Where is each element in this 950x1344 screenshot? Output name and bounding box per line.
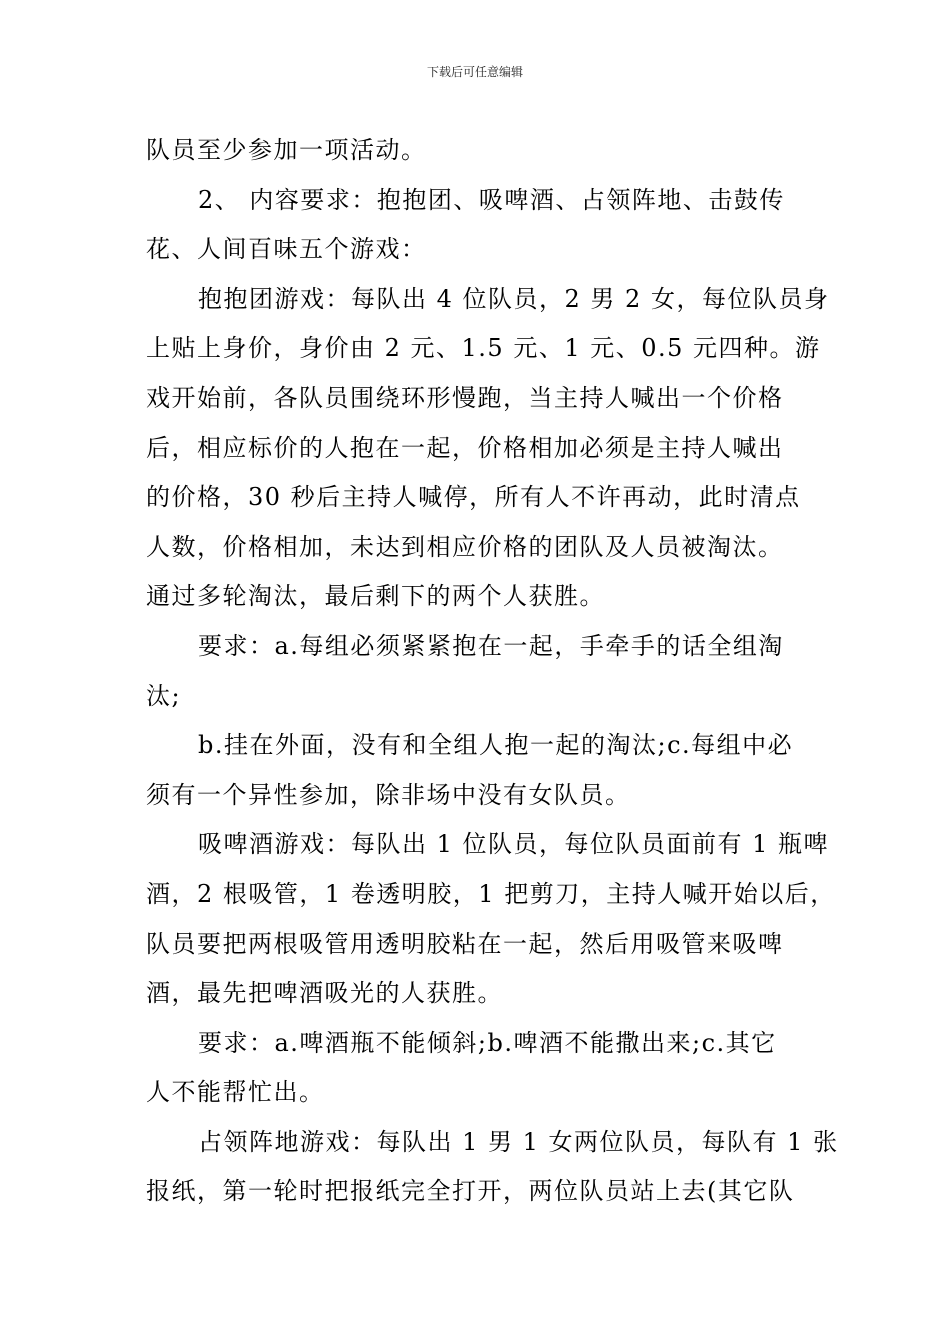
- text-line: b.挂在外面，没有和全组人抱一起的淘汰;c.每组中必: [198, 731, 794, 760]
- text-line: 吸啤酒游戏：每队出 1 位队员，每位队员面前有 1 瓶啤: [198, 830, 830, 859]
- text-line: 须有一个异性参加，除非场中没有女队员。: [146, 780, 631, 809]
- text-line: 占领阵地游戏：每队出 1 男 1 女两位队员，每队有 1 张: [198, 1127, 839, 1156]
- text-line: 通过多轮淘汰，最后剩下的两个人获胜。: [146, 582, 605, 611]
- text-line: 抱抱团游戏：每队出 4 位队员，2 男 2 女，每位队员身: [198, 284, 830, 313]
- text-line: 的价格，30 秒后主持人喊停，所有人不许再动，此时清点: [146, 483, 801, 512]
- text-line: 要求：a.每组必须紧紧抱在一起，手牵手的话全组淘: [198, 631, 784, 660]
- text-line: 汰;: [146, 681, 182, 710]
- text-line: 花、人间百味五个游戏：: [146, 235, 427, 264]
- page-header: 下载后可任意编辑: [426, 65, 523, 79]
- text-line: 要求：a.啤酒瓶不能倾斜;b.啤酒不能撒出来;c.其它: [198, 1028, 777, 1057]
- text-line: 戏开始前，各队员围绕环形慢跑，当主持人喊出一个价格: [146, 383, 784, 412]
- text-line: 报纸，第一轮时把报纸完全打开，两位队员站上去(其它队: [146, 1177, 795, 1206]
- document-body: [146, 126, 839, 1217]
- text-line: 2、 内容要求：抱抱团、吸啤酒、占领阵地、击鼓传: [198, 185, 785, 214]
- text-line: 后，相应标价的人抱在一起，价格相加必须是主持人喊出: [146, 433, 784, 462]
- text-line: 酒，最先把啤酒吸光的人获胜。: [146, 979, 503, 1008]
- text-line: 人数，价格相加，未达到相应价格的团队及人员被淘汰。: [146, 532, 784, 561]
- text-line: 队员要把两根吸管用透明胶粘在一起，然后用吸管来吸啤: [146, 929, 784, 958]
- text-line: 上贴上身价，身价由 2 元、1.5 元、1 元、0.5 元四种。游: [146, 334, 821, 363]
- text-block: [146, 126, 839, 1217]
- text-line: 酒，2 根吸管，1 卷透明胶，1 把剪刀，主持人喊开始以后，: [146, 879, 836, 908]
- text-line: 队员至少参加一项活动。: [146, 136, 427, 164]
- text-line: 人不能帮忙出。: [146, 1078, 325, 1107]
